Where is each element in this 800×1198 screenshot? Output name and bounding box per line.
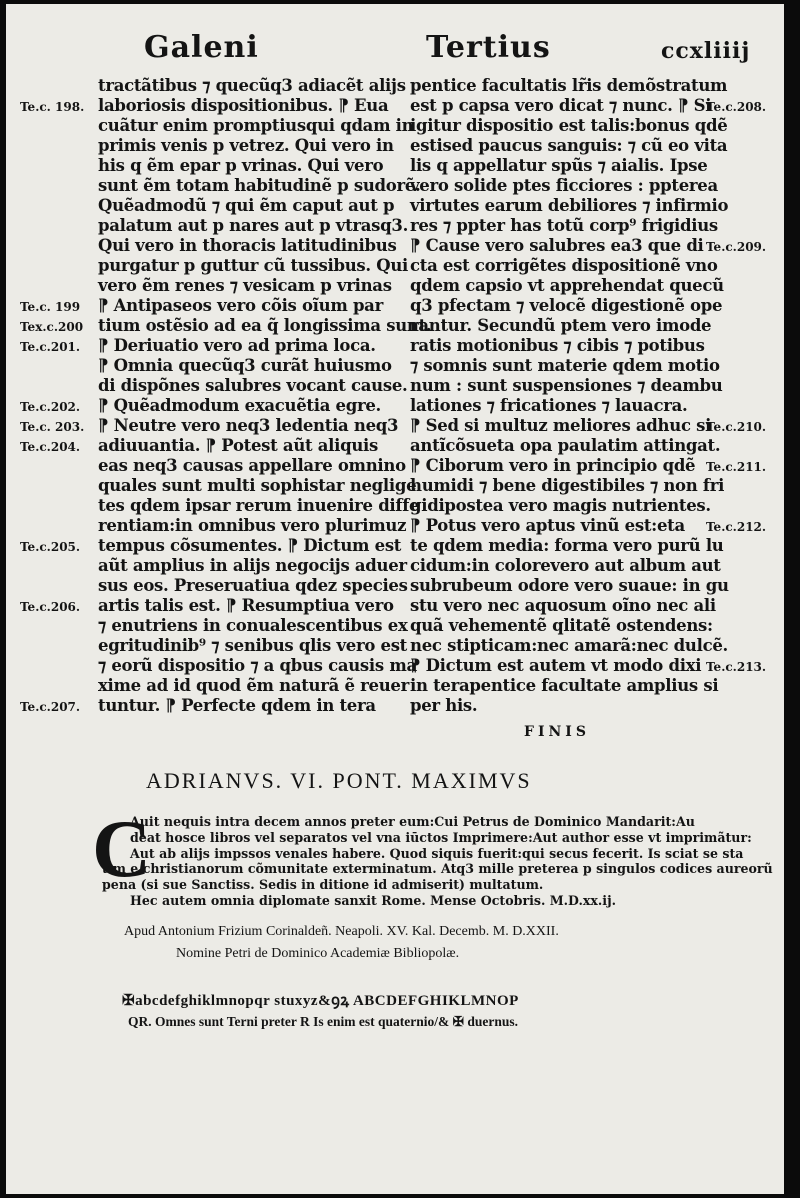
margin-text-reference: Te.c.206. [20,600,81,614]
privilege-title: ADRIANVS. VI. PONT. MAXIMVS [146,768,532,793]
text-line: estised paucus sanguis: ⁊ cũ eo vita [410,136,728,155]
privilege-line: Aut ab alijs impssos venales habere. Quod siquis fuerit:qui secus fecerit. Is sciat se sta [130,845,744,861]
text-line: te qdem media: forma vero purũ lu [410,536,724,555]
text-line: cuãtur enim promptiusqui qdam in [98,116,414,135]
text-line: tempus cõsumentes. ⁋ Dictum est [98,536,402,555]
text-line: egritudinib⁹ ⁊ senibus qlis vero est [98,636,408,655]
margin-text-reference: Te.c. 203. [20,420,85,434]
text-line: ⁋ Cause vero salubres ea3 que di [410,236,704,255]
text-line: quales sunt multi sophistar neglige [98,476,417,495]
text-line: aũt amplius in alijs negocijs aduer [98,556,407,575]
left-text-column [98,76,432,716]
text-line: per his. [410,696,478,715]
margin-text-reference: Tex.c.200 [20,320,84,334]
text-line: igitur dispositio est talis:bonus qdẽ [410,116,728,135]
privilege-text [102,814,773,909]
text-line: ⁋ Omnia quecũq3 curãt huiusmo [98,356,392,375]
text-line: ⁊ eorũ dispositio ⁊ a qbus causis ma [98,656,417,675]
text-line: sus eos. Preseruatiua qdez species [98,576,408,595]
right-text-column [410,76,729,742]
text-line: his q ẽm epar p vrinas. Qui vero [98,156,384,175]
margin-text-reference: Te.c.204. [20,440,81,454]
colophon-printer-line: Apud Antonium Frizium Corinaldeñ. Neapoli. XV. Kal. Decemb. M. D.XXII. [124,924,559,939]
text-line: vero solide ptes ficciores : ppterea [410,176,718,195]
text-line: ⁋ Neutre vero neq3 ledentia neq3 [98,416,399,435]
running-header [6,30,784,70]
text-line: tes qdem ipsar rerum inuenire diffe [98,496,420,515]
text-line: cta est corrigẽtes dispositionẽ vno [410,256,718,275]
text-line: tractãtibus ⁊ quecũq3 adiacẽt alijs [98,76,406,95]
text-line: est p capsa vero dicat ⁊ nunc. ⁋ Si [410,96,712,115]
text-line: palatum aut p nares aut p vtrasq3. [98,216,409,235]
margin-text-reference: Te.c.202. [20,400,81,414]
margin-text-reference: Te.c. 198. [20,100,85,114]
privilege-line: Auit nequis intra decem annos preter eum:Cui Petrus de Dominico Mandarit:Au [130,814,695,829]
text-line: stu vero nec aquosum oĩno nec ali [410,596,716,615]
margin-text-reference: Te.c.211. [706,460,767,474]
register-alphabet: ✠abcdefghiklmnopqr stuxyz&ꝯꝝ ABCDEFGHIKLMNOP [122,993,519,1009]
text-line: eas neq3 causas appellare omnino [98,456,406,475]
text-line: subrubeum odore vero suaue: in gu [410,576,729,595]
text-line: vero ẽm renes ⁊ vesicam p vrinas [98,276,392,295]
text-line: res ⁊ ppter has totũ corp⁹ frigidius [410,216,718,235]
header-book: Tertius [426,30,551,65]
text-line: antĩcõsueta opa paulatim attingat. [410,436,721,455]
register-note: QR. Omnes sunt Terni preter R Is enim est quaternio/& ✠ duernus. [128,1014,518,1029]
text-line: di dispõnes salubres vocant cause. [98,376,408,395]
text-line: ⁋ Dictum est autem vt modo dixi [410,656,702,675]
margin-text-reference: Te.c.201. [20,340,81,354]
text-line: ratis motionibus ⁊ cibis ⁊ potibus [410,336,705,355]
text-line: primis venis p vetrez. Qui vero in [98,136,394,155]
margin-text-reference: Te.c.207. [20,700,81,714]
text-line: gidipostea vero magis nutrientes. [410,496,711,515]
finis-mark: FINIS [524,724,590,740]
privilege-line: deat hosce libros vel separatos vel vna iūctos Imprimere:Aut author esse vt imprimãtur: [130,829,752,845]
text-line: q3 pfectam ⁊ velocẽ digestionẽ ope [410,296,723,315]
text-line: ⁊ somnis sunt materie qdem motio [410,356,720,375]
text-line: rantur. Secundũ ptem vero imode [410,316,712,335]
text-line: ⁋ Quẽadmodum exacuẽtia egre. [98,396,382,415]
text-line: tuntur. ⁋ Perfecte qdem in tera [98,696,376,715]
text-line: qdem capsio vt apprehendat quecũ [410,276,724,295]
text-line: virtutes earum debiliores ⁊ infirmio [410,196,729,215]
text-line: pentice facultatis lr̃is demõstratum [410,76,728,95]
text-line: laboriosis dispositionibus. ⁋ Eua [98,96,389,115]
text-line: humidi ⁊ bene digestibiles ⁊ non fri [410,476,725,495]
colophon-publisher-line: Nomine Petri de Dominico Academiæ Bibliopolæ. [176,946,460,961]
margin-text-reference: Te.c.209. [706,240,767,254]
privilege-line: Hec autem omnia diplomate sanxit Rome. Mense Octobris. M.D.xx.ij. [130,892,617,908]
margin-text-reference: Te.c.213. [706,660,767,674]
decorated-initial: C [92,803,152,894]
text-line: adiuuantia. ⁋ Potest aũt aliquis [98,436,379,455]
margin-text-reference: Te.c.212. [706,520,767,534]
margin-text-reference: Te.c.205. [20,540,81,554]
text-line: xime ad id quod ẽm naturã ẽ reuer [98,676,410,695]
text-line: Qui vero in thoracis latitudinibus [98,236,397,255]
text-line: ⁋ Deriuatio vero ad prima loca. [98,336,376,355]
header-author: Galeni [144,30,259,65]
text-line: cidum:in colorevero aut album aut [410,556,721,575]
privilege-line: tim e christianorum cõmunitate exterminatum. Atq3 mille preterea p singulos codices aureorũ [102,861,773,877]
text-line: nec stipticam:nec amarã:nec dulcẽ. [410,636,728,655]
book-page [6,4,784,1194]
text-line: ⁊ enutriens in conualescentibus ex [98,616,408,635]
margin-text-reference: Te.c. 199 [20,300,81,314]
text-line: ⁋ Antipaseos vero cõis oĩum par [98,296,383,315]
privilege-line: pena (si sue Sanctiss. Sedis in ditione id admiserit) multatum. [102,877,544,893]
text-line: ⁋ Ciborum vero in principio qdẽ [410,456,696,475]
text-line: tium ostẽsio ad ea q̃ longissima sunt. [98,316,432,335]
text-line: ⁋ Sed si multuz meliores adhuc si [410,416,712,435]
text-line: in terapentice facultate amplius si [410,676,719,695]
text-line: num : sunt suspensiones ⁊ deambu [410,376,723,395]
text-line: lis q appellatur spũs ⁊ aialis. Ipse [410,156,708,175]
text-line: ⁋ Potus vero aptus vinũ est:eta [410,516,685,535]
text-line: artis talis est. ⁋ Resumptiua vero [98,596,394,615]
margin-text-reference: Te.c.208. [706,100,767,114]
text-line: purgatur p guttur cũ tussibus. Qui [98,256,409,275]
text-line: quã vehementẽ qlitatẽ ostendens: [410,616,713,635]
text-line: rentiam:in omnibus vero plurimuz [98,516,407,535]
text-line: Quẽadmodũ ⁊ qui ẽm caput aut p [98,196,395,215]
text-line: lationes ⁊ fricationes ⁊ lauacra. [410,396,688,415]
margin-text-reference: Te.c.210. [706,420,767,434]
folio-number: ccxliiij [661,38,751,64]
text-line: sunt ẽm totam habitudinẽ p sudorẽ. [98,176,421,195]
